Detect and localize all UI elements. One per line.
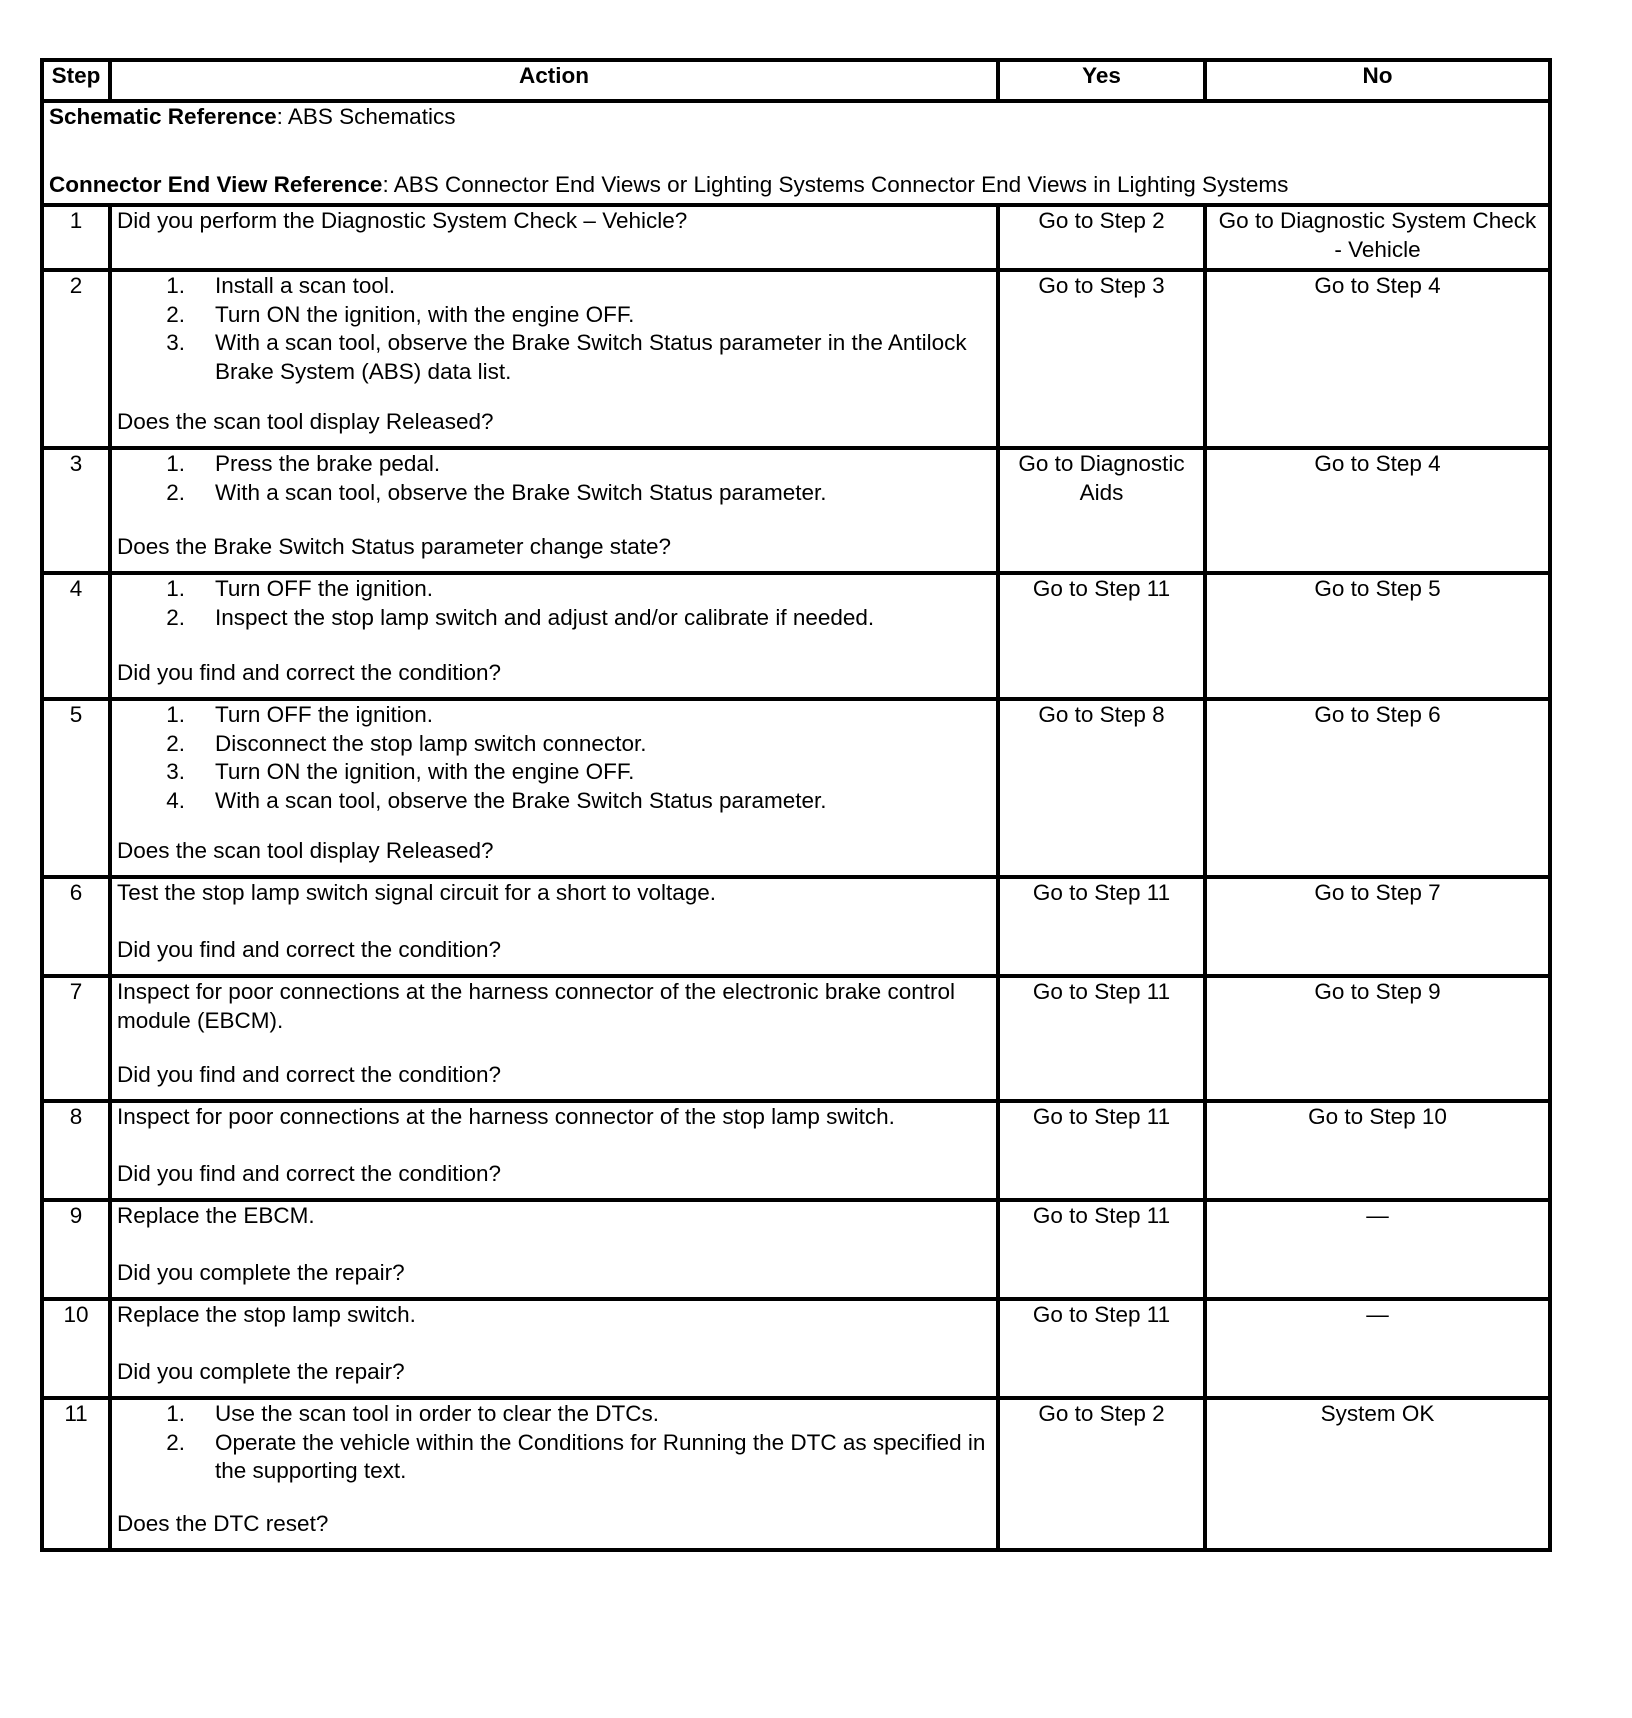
step-number: 9 (42, 1200, 110, 1299)
list-item-text: Install a scan tool. (215, 273, 396, 298)
action-content (117, 272, 991, 436)
action-cell (110, 976, 998, 1101)
list-item (117, 730, 991, 759)
list-item (117, 329, 991, 386)
yes-result: Go to Step 11 (998, 573, 1205, 699)
yes-result: Go to Step 8 (998, 699, 1205, 877)
action-question: Did you find and correct the condition? (117, 1160, 501, 1186)
action-cell (110, 1101, 998, 1200)
action-content (117, 575, 991, 687)
yes-result: Go to Step 11 (998, 1200, 1205, 1299)
list-item-number: 1. (166, 1401, 185, 1426)
action-content (117, 879, 991, 964)
list-item (117, 701, 991, 730)
action-instructions (117, 575, 991, 632)
yes-result: Go to Step 3 (998, 270, 1205, 448)
header-step: Step (42, 60, 110, 101)
list-item (117, 787, 991, 816)
header-no: No (1205, 60, 1550, 101)
list-item-number: 2. (166, 730, 185, 756)
step-number: 2 (42, 270, 110, 448)
reference-cell (42, 101, 1550, 205)
action-question: Does the scan tool display Released? (117, 837, 494, 863)
list-item-text: With a scan tool, observe the Brake Switch Status parameter. (215, 479, 827, 505)
list-item-number: 1. (166, 702, 185, 727)
action-instructions (117, 1400, 991, 1486)
step-number: 3 (42, 448, 110, 573)
connector-reference (49, 171, 1543, 200)
action-instructions (117, 879, 991, 908)
action-instructions (117, 701, 991, 815)
list-item-number: 1. (166, 576, 185, 601)
action-instructions (117, 450, 991, 507)
yes-result: Go to Step 2 (998, 1398, 1205, 1550)
list-item-text: Turn ON the ignition, with the engine OFF. (215, 759, 635, 784)
action-text: Inspect for poor connections at the harness connector of the stop lamp switch. (117, 1104, 895, 1129)
action-content (117, 701, 991, 865)
list-item-number: 1. (166, 451, 185, 476)
action-text: Did you perform the Diagnostic System Check – Vehicle? (117, 208, 688, 233)
schematic-reference-value: : ABS Schematics (276, 104, 456, 129)
table-row (42, 270, 1550, 448)
action-content (117, 1301, 991, 1386)
yes-result: Go to Diagnostic Aids (998, 448, 1205, 573)
action-question: Did you find and correct the condition? (117, 1061, 501, 1087)
action-content (117, 207, 991, 258)
action-instructions (117, 272, 991, 386)
table-row (42, 1299, 1550, 1398)
step-number: 1 (42, 205, 110, 270)
schematic-reference (49, 103, 1543, 132)
list-item-text: Use the scan tool in order to clear the DTCs. (215, 1401, 659, 1426)
no-result: Go to Diagnostic System Check - Vehicle (1205, 205, 1550, 270)
step-number: 4 (42, 573, 110, 699)
connector-reference-value: : ABS Connector End Views or Lighting Systems Connector End Views in Lighting Systems (382, 171, 1289, 197)
action-instructions (117, 978, 991, 1035)
no-result: Go to Step 10 (1205, 1101, 1550, 1200)
table-row (42, 205, 1550, 270)
list-item-text: Press the brake pedal. (215, 451, 441, 476)
action-instructions (117, 207, 991, 236)
list-item (117, 1400, 991, 1429)
action-content (117, 1103, 991, 1188)
table-row (42, 1398, 1550, 1550)
yes-result: Go to Step 11 (998, 877, 1205, 976)
table-row (42, 573, 1550, 699)
action-cell (110, 1299, 998, 1398)
instruction-list (117, 1400, 991, 1486)
list-item-text: With a scan tool, observe the Brake Switch Status parameter in the Antilock Brake System (ABS) data list. (215, 330, 967, 384)
list-item-number: 2. (166, 479, 185, 505)
list-item-text: Operate the vehicle within the Conditions for Running the DTC as specified in the supporting text. (215, 1429, 986, 1483)
action-question: Does the scan tool display Released? (117, 408, 494, 434)
action-cell (110, 205, 998, 270)
table-row (42, 877, 1550, 976)
action-content (117, 1202, 991, 1287)
step-number: 11 (42, 1398, 110, 1550)
list-item (117, 450, 991, 479)
action-text: Replace the stop lamp switch. (117, 1302, 416, 1327)
table-row (42, 699, 1550, 877)
action-question: Did you find and correct the condition? (117, 659, 501, 685)
table-row (42, 1200, 1550, 1299)
action-question: Does the DTC reset? (117, 1510, 329, 1536)
list-item-number: 4. (166, 787, 185, 813)
no-result: Go to Step 4 (1205, 448, 1550, 573)
action-content (117, 1400, 991, 1538)
action-question: Did you complete the repair? (117, 1259, 405, 1285)
action-cell (110, 270, 998, 448)
instruction-list (117, 575, 991, 632)
action-text: Replace the EBCM. (117, 1203, 315, 1228)
action-content (117, 450, 991, 561)
action-content (117, 978, 991, 1089)
no-result: System OK (1205, 1398, 1550, 1550)
table-row (42, 1101, 1550, 1200)
list-item-text: Turn OFF the ignition. (215, 702, 434, 727)
action-text: Test the stop lamp switch signal circuit for a short to voltage. (117, 880, 717, 905)
list-item-number: 3. (166, 759, 185, 784)
list-item-text: Disconnect the stop lamp switch connector. (215, 730, 647, 756)
yes-result: Go to Step 2 (998, 205, 1205, 270)
action-cell (110, 877, 998, 976)
no-result: Go to Step 5 (1205, 573, 1550, 699)
step-number: 7 (42, 976, 110, 1101)
action-question: Did you find and correct the condition? (117, 936, 501, 962)
step-number: 8 (42, 1101, 110, 1200)
action-cell (110, 573, 998, 699)
reference-row (42, 101, 1550, 205)
action-instructions (117, 1301, 991, 1330)
table-row (42, 448, 1550, 573)
list-item (117, 1429, 991, 1486)
schematic-reference-label: Schematic Reference (49, 104, 277, 129)
no-result: Go to Step 9 (1205, 976, 1550, 1101)
action-question: Did you complete the repair? (117, 1358, 405, 1384)
action-cell (110, 699, 998, 877)
action-cell (110, 1398, 998, 1550)
list-item (117, 604, 991, 633)
header-yes: Yes (998, 60, 1205, 101)
no-result: — (1205, 1299, 1550, 1398)
list-item (117, 479, 991, 508)
no-result: Go to Step 4 (1205, 270, 1550, 448)
yes-result: Go to Step 11 (998, 976, 1205, 1101)
connector-reference-label: Connector End View Reference (49, 171, 383, 197)
diagnostic-table (40, 58, 1552, 1552)
list-item (117, 575, 991, 604)
no-result: Go to Step 7 (1205, 877, 1550, 976)
table-row (42, 976, 1550, 1101)
header-action: Action (110, 60, 998, 101)
step-number: 10 (42, 1299, 110, 1398)
list-item-text: Turn OFF the ignition. (215, 576, 434, 601)
list-item-text: Turn ON the ignition, with the engine OFF. (215, 301, 635, 327)
action-cell (110, 1200, 998, 1299)
action-instructions (117, 1202, 991, 1231)
list-item-number: 1. (166, 273, 185, 298)
action-cell (110, 448, 998, 573)
action-question: Does the Brake Switch Status parameter change state? (117, 533, 672, 559)
list-item-number: 3. (166, 330, 185, 355)
action-text: Inspect for poor connections at the harness connector of the electronic brake control module (EBCM). (117, 979, 955, 1033)
instruction-list (117, 450, 991, 507)
list-item (117, 758, 991, 787)
list-item-number: 2. (166, 301, 185, 327)
action-instructions (117, 1103, 991, 1132)
list-item (117, 301, 991, 330)
list-item-number: 2. (166, 604, 185, 630)
no-result: Go to Step 6 (1205, 699, 1550, 877)
yes-result: Go to Step 11 (998, 1299, 1205, 1398)
header-row (42, 60, 1550, 101)
no-result: — (1205, 1200, 1550, 1299)
step-number: 5 (42, 699, 110, 877)
list-item (117, 272, 991, 301)
list-item-number: 2. (166, 1429, 185, 1455)
instruction-list (117, 701, 991, 815)
list-item-text: With a scan tool, observe the Brake Switch Status parameter. (215, 787, 827, 813)
list-item-text: Inspect the stop lamp switch and adjust and/or calibrate if needed. (215, 604, 875, 630)
step-number: 6 (42, 877, 110, 976)
instruction-list (117, 272, 991, 386)
yes-result: Go to Step 11 (998, 1101, 1205, 1200)
